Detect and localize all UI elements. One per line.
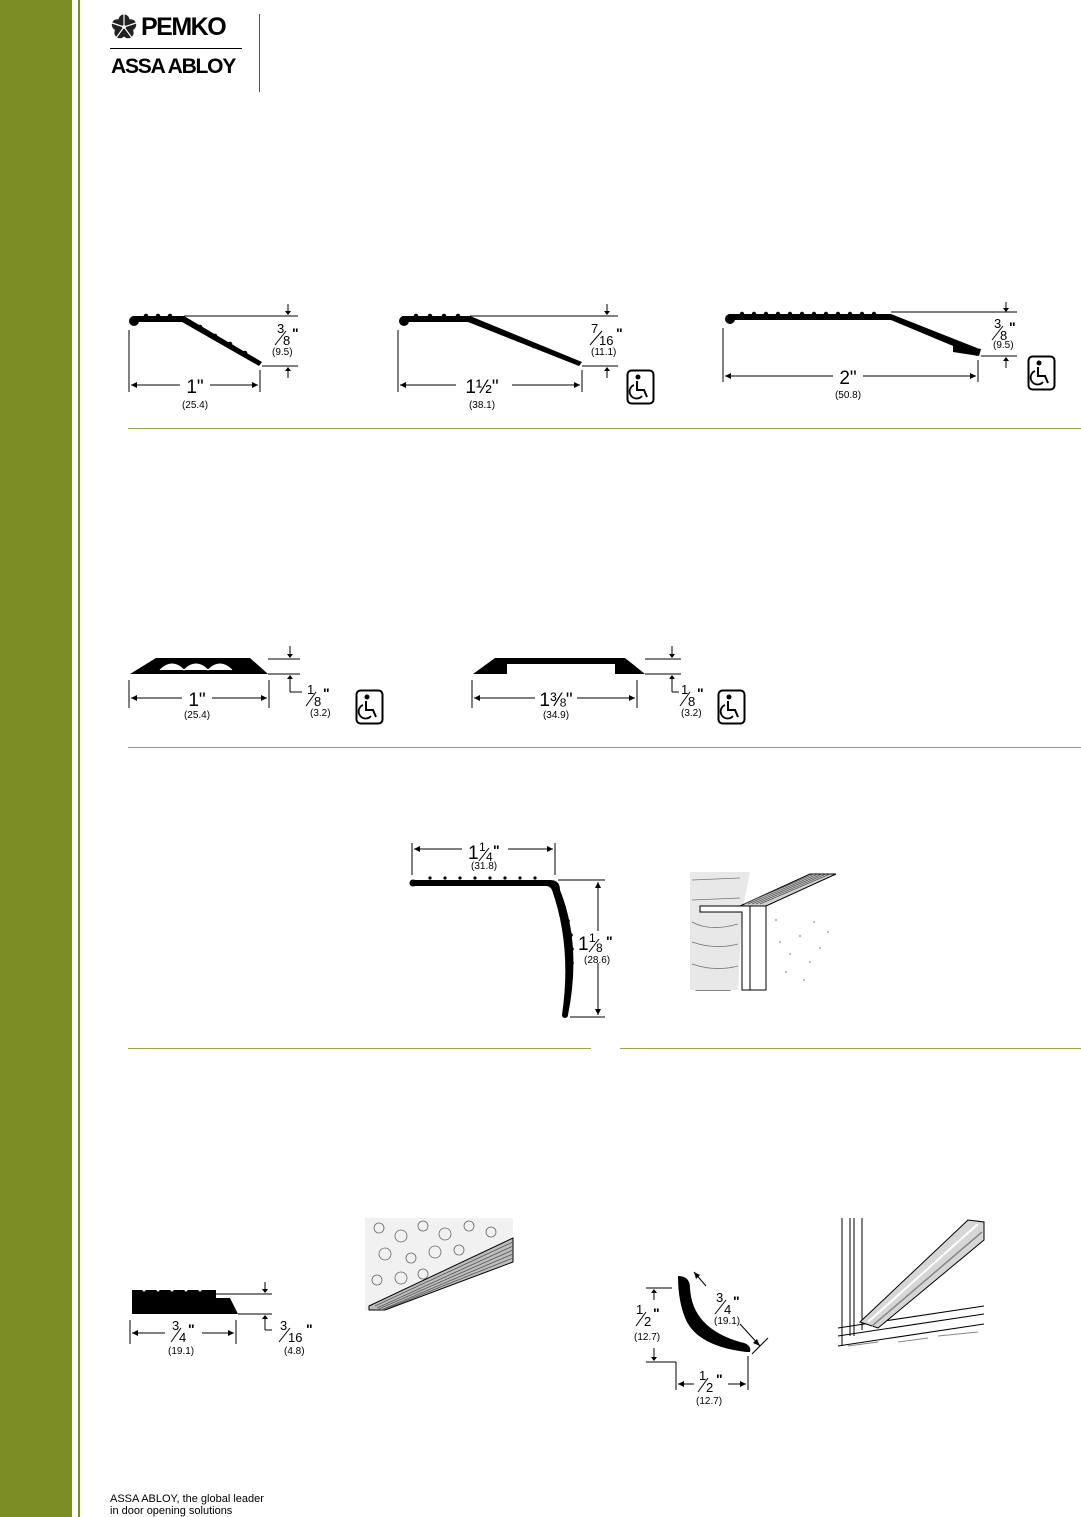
top-width-numerator: 1	[479, 840, 486, 854]
svg-text:": "	[493, 842, 500, 858]
brand-parent: ASSA ABLOY	[111, 55, 236, 78]
saddle-profile-2	[390, 300, 660, 415]
width-label: 1"	[188, 690, 206, 711]
height-numerator: 7	[591, 321, 599, 336]
svg-text:": "	[292, 325, 299, 341]
height-denominator: 8	[688, 694, 696, 709]
width-mm: (19.1)	[168, 1346, 195, 1357]
green-sidebar	[0, 0, 72, 1517]
height-mm: (9.5)	[993, 340, 1014, 351]
width-mm: (34.9)	[542, 710, 570, 721]
height-numerator: 1	[307, 682, 315, 697]
header-divider	[259, 14, 260, 92]
svg-text:": "	[733, 1293, 740, 1309]
width-denominator: 2	[706, 1380, 714, 1395]
height-mm: (12.7)	[634, 1332, 661, 1343]
width-mm: (38.1)	[468, 400, 496, 411]
height-mm: (4.8)	[284, 1346, 305, 1357]
svg-text:": "	[188, 1321, 195, 1337]
tagline-line-1: ASSA ABLOY, the global leader	[110, 1493, 264, 1505]
brand-rule	[110, 48, 242, 49]
wheelchair-accessible-icon	[1029, 357, 1055, 390]
section-divider	[128, 1048, 591, 1049]
side-height-mm: (28.6)	[584, 955, 611, 966]
svg-text:": "	[323, 685, 330, 701]
height-numerator: 3	[277, 321, 285, 336]
stair-nosing-illustration	[690, 872, 840, 992]
height-denominator: 8	[314, 694, 322, 709]
saddle-profile-3	[715, 300, 1065, 415]
width-mm: (25.4)	[183, 710, 211, 721]
step-tread-illustration	[365, 1218, 515, 1310]
top-width-denominator: 4	[486, 850, 493, 864]
side-height-numerator: 1	[589, 931, 596, 945]
side-height-whole: 1	[578, 934, 589, 955]
svg-text:": "	[1009, 319, 1016, 335]
threshold-profile-1	[120, 640, 395, 730]
threshold-profile-2	[465, 640, 755, 730]
width-denominator: 4	[179, 1330, 187, 1345]
svg-text:": "	[716, 1371, 723, 1387]
height-mm: (9.5)	[272, 347, 293, 358]
height-numerator: 3	[280, 1318, 288, 1333]
height-denominator: 2	[644, 1314, 652, 1329]
diagonal-denominator: 4	[724, 1302, 732, 1317]
top-width-mm: (31.8)	[471, 861, 498, 872]
height-numerator: 3	[994, 316, 1002, 331]
height-denominator: 16	[599, 333, 614, 348]
brand-name: PEMKO	[141, 12, 226, 41]
width-mm: (25.4)	[181, 400, 209, 411]
width-numerator: 3	[172, 1318, 180, 1333]
pemko-logo	[110, 12, 250, 42]
svg-text:": "	[306, 1321, 313, 1337]
diagonal-mm: (19.1)	[714, 1316, 741, 1327]
width-mm: (50.8)	[834, 390, 862, 401]
svg-text:": "	[653, 1305, 660, 1321]
section-divider	[128, 428, 1081, 429]
tagline-line-2: in door opening solutions	[110, 1505, 233, 1517]
top-width-whole: 1	[468, 843, 479, 864]
stair-nosing-profile	[400, 835, 640, 1025]
cove-base-profile	[620, 1262, 790, 1412]
svg-text:": "	[606, 933, 613, 949]
section-divider	[620, 1048, 1081, 1049]
width-label: 1½"	[465, 377, 499, 398]
wheelchair-accessible-icon	[628, 371, 654, 404]
height-mm: (3.2)	[310, 708, 331, 719]
wheelchair-accessible-icon	[357, 691, 383, 724]
section-divider	[128, 747, 1081, 748]
height-mm: (3.2)	[681, 708, 702, 719]
width-label: 1⅜"	[539, 690, 573, 711]
width-label: 1"	[186, 377, 204, 398]
svg-text:": "	[697, 685, 704, 701]
sidebar-accent-line	[78, 0, 80, 1517]
saddle-profile-1	[120, 300, 310, 415]
height-denominator: 16	[288, 1330, 303, 1345]
diagonal-numerator: 3	[716, 1290, 724, 1305]
side-height-denominator: 8	[596, 941, 603, 955]
svg-text:": "	[616, 325, 623, 341]
width-mm: (12.7)	[696, 1396, 723, 1407]
width-label: 2"	[839, 368, 857, 389]
height-denominator: 8	[283, 333, 291, 348]
wheelchair-accessible-icon	[719, 691, 745, 724]
height-numerator: 1	[681, 682, 689, 697]
height-numerator: 1	[636, 1302, 644, 1317]
height-mm: (11.1)	[591, 347, 617, 358]
height-denominator: 8	[1000, 328, 1008, 343]
width-numerator: 1	[699, 1368, 707, 1383]
cove-base-illustration	[838, 1218, 988, 1348]
footer-tagline	[110, 1493, 264, 1517]
step-tread-profile	[120, 1278, 330, 1368]
pemko-flower-icon	[110, 13, 138, 41]
